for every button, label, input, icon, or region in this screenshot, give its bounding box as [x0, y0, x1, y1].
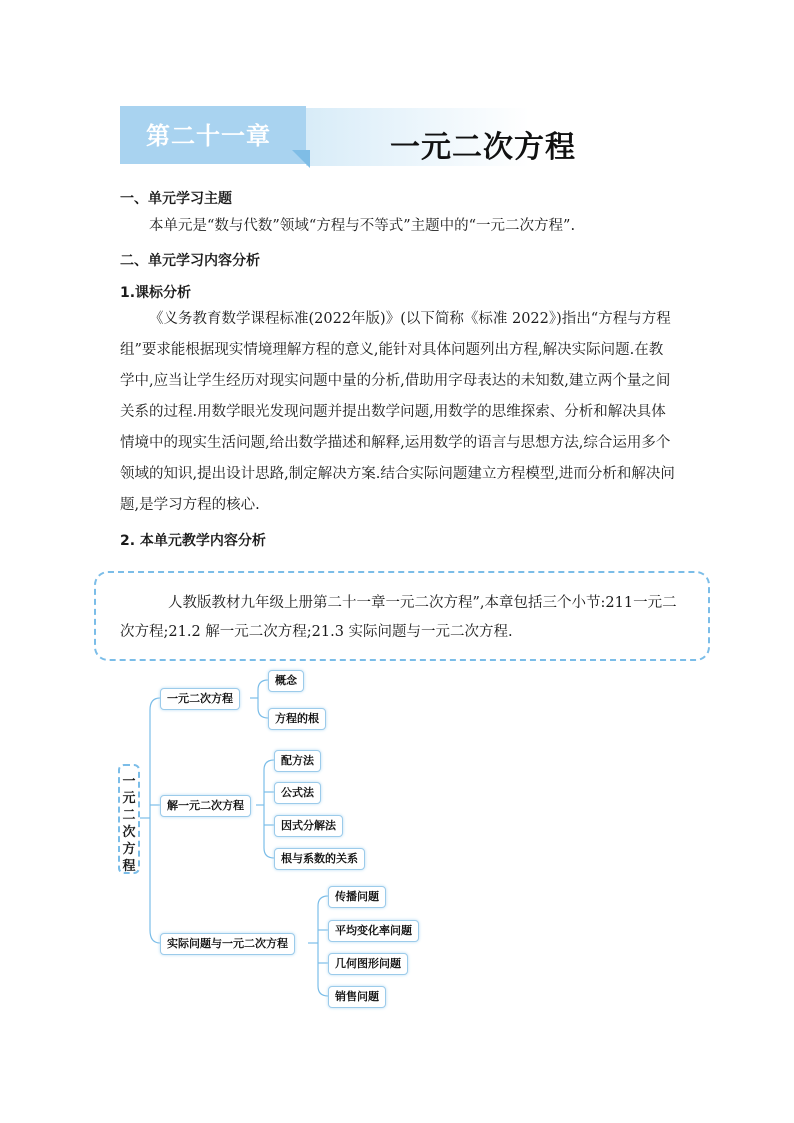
mindmap-leaf: 根与系数的关系: [274, 848, 365, 870]
mindmap-root-char: 次: [122, 825, 136, 840]
mindmap-root-char: 一: [122, 774, 136, 789]
section-2-2-heading: 2. 本单元教学内容分析: [120, 533, 266, 549]
content-note-text: 人教版教材九年级上册第二十一章一元二次方程”,本章包括三个小节:211一元二次方程;21.2 解一元二次方程;21.3 实际问题与一元二次方程.: [120, 595, 677, 640]
mindmap-branch-applications: 实际问题与一元二次方程: [160, 933, 295, 955]
mindmap-branch-definition: 一元二次方程: [160, 688, 240, 710]
mindmap-leaf: 配方法: [274, 750, 321, 772]
section-2-1-body: 《义务教育数学课程标准(2022年版)》(以下简称《标准 2022》)指出“方程与方程组”要求能根据现实情境理解方程的意义,能针对具体问题列出方程,解决实际问题.在教学中,应当让学生经历对现实问题中量的分析,借助用字母表达的未知数,建立两个量之间关系的过程.用数学眼光发现问题并提出数学问题,用数学的思维探索、分析和解决具体情境中的现实生活问题,给出数学描述和解释,运用数学的语言与思想方法,综合运用多个领域的知识,提出设计思路,制定解决方案.结合实际问题建立方程模型,进而分析和解决问题,是学习方程的核心.: [120, 311, 675, 513]
mindmap-leaf: 概念: [268, 670, 304, 692]
mindmap-root-char: 程: [122, 859, 136, 874]
mindmap-leaf: 销售问题: [328, 986, 386, 1008]
section-1-heading: 一、单元学习主题: [120, 191, 232, 207]
mindmap-leaf: 方程的根: [268, 708, 326, 730]
mindmap-leaf: 公式法: [274, 782, 321, 804]
mindmap-root: [118, 764, 140, 874]
section-2-heading: 二、单元学习内容分析: [120, 253, 260, 269]
mindmap-leaf: 几何图形问题: [328, 953, 408, 975]
mindmap-root-char: 方: [122, 842, 136, 857]
chapter-title: 一元二次方程: [390, 130, 576, 165]
mindmap-branch-solving: 解一元二次方程: [160, 795, 251, 817]
mindmap-leaf: 平均变化率问题: [328, 920, 419, 942]
mindmap-leaf: 传播问题: [328, 886, 386, 908]
chapter-label: 第二十一章: [146, 122, 271, 150]
mindmap-root-char: 元: [122, 791, 136, 806]
mindmap-leaf: 因式分解法: [274, 815, 343, 837]
mindmap-root-char: 二: [122, 808, 136, 823]
section-2-1-heading: 1.课标分析: [120, 285, 192, 301]
section-1-body: 本单元是“数与代数”领域“方程与不等式”主题中的“一元二次方程”.: [149, 218, 576, 234]
